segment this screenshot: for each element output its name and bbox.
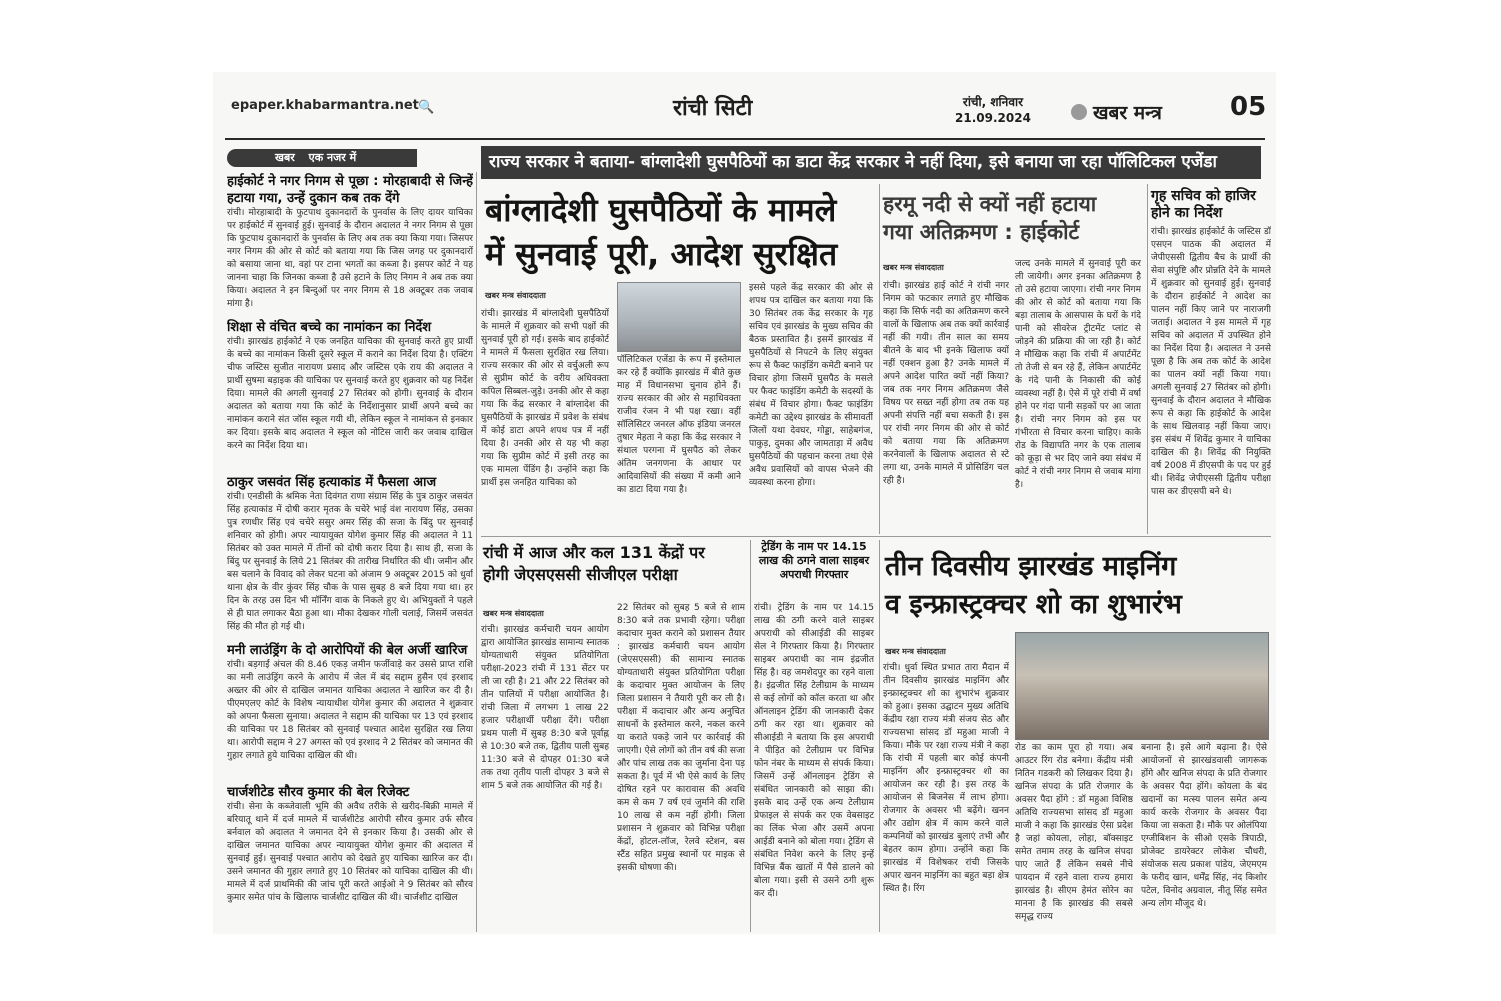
at-a-glance-tag — [227, 149, 417, 167]
brief-body: रांची। एनडीसी के श्रमिक नेता दिवंगत राणा संग्राम सिंह के पुत्र ठाकुर जसवंत सिंह हत्याकांड में दोषी करार मृतक के चचेरे भाई वंश नारायण सिंह, उसका पुत्र रणधीर सिंह एवं चचेरे ससुर अमर सिंह की सजा के बिंदु पर सुनवाई शनिवार को होगी। अपर न्यायायुक्त योगेश कुमार सिंह की अदालत ने 11 सितंबर को उक्त मामले में तीनों को दोषी करार दिया है। साथ ही, सजा के बिंदु पर सुनवाई के लिये 21 सितंबर की तारीख निर्धारित की थी। जमीन और बस चलाने के विवाद को लेकर घटना को अंजाम 9 अक्टूबर 2015 को धुर्वा थाना क्षेत्र के वीर कुंवर सिंह चौक के पास सुबह 8 बजे दिया गया था। हर दिन के तरह उस दिन भी मॉर्निंग वाक के निकले हुए थे। अभियुक्तों ने पहले से ही घात लगाकर बैठा हुआ था। मौका देखकर गोली चलाई, जिसमें जसवंत सिंह की मौत हो गई थी। — [227, 492, 473, 632]
mining-headline-line2: व इन्फ्रास्ट्रक्चर शो का शुभारंभ — [885, 589, 1182, 620]
mining-headline — [885, 548, 1265, 624]
column-divider — [750, 540, 751, 932]
epaper-url[interactable]: epaper.khabarmantra.net — [231, 98, 419, 113]
exam-headline-line2: होगी जेएसएससी सीजीएल परीक्षा — [483, 565, 678, 584]
header-rule — [225, 138, 1265, 140]
harmu-headline-line2: गया अतिक्रमण : हाईकोर्ट — [883, 220, 1080, 244]
home-secretary-headline: गृह सचिव को हाजिर होने का निर्देश — [1151, 188, 1256, 221]
brief-headline: शिक्षा से वंचित बच्चे का नामांकन का निर्देश — [227, 320, 432, 335]
brief-item — [227, 173, 473, 311]
brief-body: रांची। झारखंड हाईकोर्ट ने एक जनहित याचिका की सुनवाई करते हुए प्रार्थी के बच्चे का नामांकन किसी दूसरे स्कूल में कराने का निर्देश दिया है। एक्टिंग चीफ जस्टिस सुजीत नारायण प्रसाद और जस्टिस एके राय की अदालत ने प्रार्थी सुषमा बड़ाइक की याचिका पर सुनवाई करते हुए शुक्रवार को यह निर्देश दिया। मामले की अगली सुनवाई 27 सितंबर को होगी। सुनवाई के दौरान अदालत को बताया गया कि कोर्ट के निर्देशानुसार प्रार्थी अपने बच्चे का नामांकन कराने संत जॉस स्कूल गयी थी, लेकिन स्कूल ने नामांकन से इनकार कर दिया। इसके बाद अदालत ने स्कूल को नोटिस जारी कर जवाब दाखिल करने का निर्देश दिया था। — [227, 337, 473, 451]
harmu-headline — [883, 190, 1143, 246]
mining-headline-line1: तीन दिवसीय झारखंड माइनिंग — [885, 551, 1177, 582]
mining-column-1: रांची। धुर्वा स्थित प्रभात तारा मैदान में तीन दिवसीय झारखंड माइनिंग और इन्फ्रास्ट्रक्चर शो का शुभारंभ शुक्रवार को हुआ। इसका उद्घाटन मुख्य अतिथि केंद्रीय रक्षा राज्य मंत्री संजय सेठ और राज्यसभा सांसद डॉ महुआ माजी ने किया। मौके पर रक्षा राज्य मंत्री ने कहा कि रांची में पहली बार कोई कंपनी माइनिंग और इन्फ्रास्ट्रक्चर शो का आयोजन कर रही है। इस तरह के आयोजन से बिजनेस में लाभ होगा। रोजगार के अवसर भी बढ़ेंगे। खनन और उद्योग क्षेत्र में काम करने वाले कम्पनियों को झारखंड बुलाएं तभी और बेहतर काम होगा। उन्होंने कहा कि झारखंड में विशेषकर रांची जिसके अपार खनन माइनिंग का बहुत बड़ा क्षेत्र स्थित है। रिंग — [883, 663, 1009, 894]
dateline-place: रांची, शनिवार — [962, 95, 1024, 109]
top-banner-strip: राज्य सरकार ने बताया- बांग्लादेशी घुसपैठियों का डाटा केंद्र सरकार ने नहीं दिया, इसे बनाया जा रहा पॉलिटिकल एजेंडा — [481, 146, 1261, 179]
brand-logo-icon — [1071, 104, 1087, 120]
lead-headline-line1: बांग्लादेशी घुसपैठियों के मामले — [485, 191, 837, 229]
mining-column-3: बनाना है। इसे आगे बढ़ाना है। ऐसे आयोजनों से झारखंडवासी जागरूक होंगे और खनिज संपदा के प्रति रोजगार के अवसर पैदा होंगे। कोयला के बंद खदानों का मत्स्य पालन समेत अन्य कार्य करके रोजगार के अवसर पैदा किया जा सकता है। मौके पर ओलंपिया एग्जीबिशन के सीओ एसके त्रिपाठी, प्रोजेक्ट डायरेक्टर लोकेश चौधरी, संयोजक सत्य प्रकाश पांडेय, जेएमएम के फरीद खान, धर्मेंद्र सिंह, नंद किशोर पटेल, विनोद अग्रवाल, नीतू सिंह समेत अन्य लोग मौजूद थे। — [1141, 743, 1267, 909]
exam-byline: खबर मन्त्र संवाददाता — [483, 609, 544, 618]
brief-body: रांची। सेना के कब्जेवाली भूमि की अवैध तरीके से खरीद-बिक्री मामले में बरियातू थाने में दर्ज मामले में चार्जशीटेड आरोपी सौरव कुमार उर्फ सौरव बर्नवाल को अदालत ने जमानत देने से इनकार किया है। उसकी ओर से दाखिल जमानत याचिका अपर न्यायायुक्त योगेश कुमार की अदालत में सुनवाई हुई। सुनवाई पश्चात आरोप को देखते हुए याचिका खारिज कर दी। उसने जमानत की गुहार लगाते हुए 10 सितंबर को याचिका दाखिल की थी। मामले में दर्ज प्राथमिकी की जांच पूरी करते आईओ ने 9 सितंबर को सौरव कुमार समेत पांच के खिलाफ चार्जशीट दाखिल की थी। चार्जशीट दाखिल — [227, 802, 473, 903]
column-divider — [879, 184, 880, 534]
mining-column-2: रोड का काम पूरा हो गया। अब आउटर रिंग रोड बनेगा। केंद्रीय मंत्री नितिन गडकरी को लिखकर दिया है। खनिज संपदा के प्रति रोजगार के अवसर पैदा होंगे : डॉ महुआ विशिष्ठ अतिथि राज्यसभा सांसद डॉ महुआ माजी ने कहा कि झारखंड ऐसा प्रदेश है जहां कोयला, लोहा, बॉक्साइट समेत तमाम तरह के खनिज संपदा पाए जाते हैं लेकिन सबसे नीचे पायदान में रहने वाला राज्य हमारा झारखंड है। सीएम हेमंत सोरेन का मानना है कि झारखंड की सबसे समृद्ध राज्य — [1015, 743, 1133, 922]
harmu-byline: खबर मन्त्र संवाददाता — [883, 263, 944, 272]
lead-column-2: पॉलिटिकल एजेंडा के रूप में इस्तेमाल कर रहे हैं क्योंकि झारखंड में बीते कुछ माह में विधानसभा चुनाव होने हैं। राज्य सरकार की ओर से महाधिवक्ता राजीव रंजन ने भी पक्ष रखा। वहीं सॉलिसिटर जनरल ऑफ इंडिया जनरल तुषार मेहता ने कहा कि केंद्र सरकार ने संथाल परगना में घुसपैठ को लेकर अंतिम जनगणना के आधार पर आदिवासियों की संख्या में कमी आने का डाटा दिया गया है। — [617, 355, 741, 495]
trading-fraud-headline: ट्रेडिंग के नाम पर 14.15 लाख की ठगने वाला साइबर अपराधी गिरफ्तार — [758, 540, 870, 581]
lead-column-1: रांची। झारखंड में बांग्लादेशी घुसपैठियों के मामले में शुक्रवार को सभी पक्षों की सुनवाई पूरी हो गई। इसके बाद हाईकोर्ट ने मामले में फैसला सुरक्षित रख लिया। राज्य सरकार की ओर से वर्चुअली रूप से सुप्रीम कोर्ट के वरीय अधिवक्ता कपिल सिब्बल-जुड़े। उनकी ओर से कहा गया कि केंद्र सरकार ने बांग्लादेश की घुसपैठियों के झारखंड में प्रवेश के संबंध में कोई डाटा अपने शपथ पत्र में नहीं दिया है। उनकी ओर से यह भी कहा गया कि सुप्रीम कोर्ट में इसी तरह का एक मामला पेंडिंग है। उन्होंने कहा कि प्रार्थी इस जनहित याचिका को — [481, 309, 609, 488]
lead-column-3: इससे पहले केंद्र सरकार की ओर से शपथ पत्र दाखिल कर बताया गया कि 30 सितंबर तक केंद्र सरकार के गृह सचिव एवं झारखंड के मुख्य सचिव की बैठक प्रस्तावित है। इसमें झारखंड में घुसपैठियों से निपटने के लिए संयुक्त रूप से फैक्ट फाइंडिंग कमेटी बनाने पर विचार होगा जिसमें घुसपैठ के मसले पर फैक्ट फाइंडिंग कमेटी के सदस्यों के संबंध में विचार होगा। फैक्ट फाइंडिंग कमेटी का उद्देश्य झारखंड के सीमावर्ती जिलों यथा देवघर, गोड्डा, साहेबगंज, पाकुड़, दुमका और जामताड़ा में अवैध घुसपैठियों की पहचान करना तथा ऐसे अवैध प्रवासियों को वापस भेजने की व्यवस्था करना होगा। — [749, 283, 873, 488]
brief-item — [227, 642, 473, 776]
brief-headline: चार्जशीटेड सौरव कुमार की बेल रिजेक्ट — [227, 785, 410, 800]
brand-name: खबर मन्त्र — [1093, 102, 1162, 124]
court-building-photo — [617, 282, 741, 352]
lead-headline-line2: में सुनवाई पूरी, आदेश सुरक्षित — [485, 235, 838, 273]
trading-fraud-body: रांची। ट्रेडिंग के नाम पर 14.15 लाख की ठगी करने वाले साइबर अपराधी को सीआईडी की साइबर सेल ने गिरफ्तार किया है। गिरफ्तार साइबर अपराधी का नाम इंद्रजीत सिंह है। वह जमशेदपुर का रहने वाला है। इंद्रजीत सिंह टेलीग्राम के माध्यम से कई लोगों को कॉल करता था और ऑनलाइन ट्रेडिंग की जानकारी देकर ठगी कर रहा था। शुक्रवार को सीआईडी ने बताया कि इस अपराधी ने पीड़ित को टेलीग्राम पर विभिन्न फोन नंबर के माध्यम से संपर्क किया। जिसमें उन्हें ऑनलाइन ट्रेडिंग से संबंधित जानकारी को साझा की। इसके बाद उन्हें एक अन्य टेलीग्राम प्रेफाइल से संपर्क कर एक वेबसाइट का लिंक भेजा और उसमें अपना आईडी बनाने को बोला गया। ट्रेडिंग से संबंधित निवेश करने के लिए इन्हें विभिन्न बैंक खातों में पैसे डालने को बोला गया। इसी से उसने ठगी शुरू कर दी। — [754, 603, 874, 899]
brief-item — [227, 319, 473, 466]
page-number: 05 — [1230, 92, 1267, 122]
column-divider — [879, 540, 880, 932]
brief-headline: हाईकोर्ट ने नगर निगम से पूछा : मोरहाबादी से जिन्हें हटाया गया, उन्हें दुकान कब तक देंगे — [227, 174, 473, 206]
newspaper-page — [213, 72, 1276, 934]
inauguration-photo — [1015, 632, 1269, 740]
harmu-headline-line1: हरमू नदी से क्यों नहीं हटाया — [883, 192, 1097, 216]
section-title: रांची सिटी — [673, 96, 753, 121]
column-divider — [476, 172, 477, 932]
lead-byline: खबर मन्त्र संवाददाता — [485, 291, 546, 300]
magnifier-icon: 🔍 — [418, 100, 435, 115]
exam-column-1: रांची। झारखंड कर्मचारी चयन आयोग द्वारा आयोजित झारखंड सामान्य स्नातक योग्यताधारी संयुक्त प्रतियोगिता परीक्षा-2023 रांची में 131 सेंटर पर ली जा रही है। 21 और 22 सितंबर को तीन पालियों में परीक्षा आयोजित है। रांची जिला में लगभग 1 लाख 22 हजार परीक्षार्थी परीक्षा देंगे। परीक्षा प्रथम पाली में सुबह 8:30 बजे पूर्वाह्न से 10:30 बजे तक, द्वितीय पाली सुबह 11:30 बजे से दोपहर 01:30 बजे तक तथा तृतीय पाली दोपहर 3 बजे से शाम 5 बजे तक आयोजित की गई है। — [481, 625, 609, 791]
brief-item — [227, 784, 473, 918]
brief-body: रांची। मोरहाबादी के फुटपाथ दुकानदारों के पुनर्वास के लिए दायर याचिका पर हाईकोर्ट में सुनवाई हुई। सुनवाई के दौरान अदालत ने नगर निगम से पूछा कि फुटपाथ दुकानदारों के पुनर्वास के लिए अब तक क्या किया गया। जिसपर नगर निगम की ओर से कोर्ट को बताया गया कि जिस जगह पर दुकानदारों को बसाया जाना था, वहां पर टाना भगतों का कब्जा है। इसपर कोर्ट ने यह जानना चाहा कि जिनका कब्जा है उसे हटाने के लिए निगम ने अब तक क्या किया। अदालत ने इन बिन्दुओं पर नगर निगम से 18 अक्टूबर तक जवाब मांगा है। — [227, 208, 473, 309]
harmu-column-2: जल्द उनके मामले में सुनवाई पूरी कर ली जायेगी। अगर इनका अतिक्रमण है तो उसे हटाया जाएगा। रांची नगर निगम की ओर से कोर्ट को बताया गया कि बड़ा तालाब के आसपास के घरों के गंदे पानी को सीवरेज ट्रीटमेंट प्लांट से जोड़ने की प्रक्रिया की जा रही है। कोर्ट ने मौखिक कहा कि रांची में अपार्टमेंट तो तेजी से बन रहे हैं, लेकिन अपार्टमेंट के गंदे पानी के निकासी की कोई व्यवस्था नहीं है। ऐसे में पूरे रांची में वर्षा होने पर गंदा पानी सड़कों पर आ जाता है। रांची नगर निगम को इस पर गंभीरता से विचार करना चाहिए। काके रोड के विद्यापति नगर के एक तालाब को कूड़ा से भर दिए जाने क्या संबंध में कोर्ट ने रांची नगर निगम से जवाब मांगा है। — [1015, 259, 1141, 490]
brief-headline: मनी लाउंड्रिंग के दो आरोपियों की बेल अर्जी खारिज — [227, 643, 468, 658]
brief-headline: ठाकुर जसवंत सिंह हत्याकांड में फैसला आज — [227, 475, 437, 490]
exam-headline — [483, 542, 753, 586]
brief-body: रांची। बड़गाईं अंचल की 8.46 एकड़ जमीन फर्जीवाड़े कर उससे प्राप्त राशि का मनी लाउंड्रिंग करने के आरोप में जेल में बंद सद्दाम हुसैन एवं इरशाद अख्तर की ओर से दाखिल जमानत याचिका अदालत ने खारिज कर दी है। पीएमएलए कोर्ट के विशेष न्यायाधीश योगेश कुमार की अदालत ने शुक्रवार को अपना फैसला सुनाया। अदालत ने सद्दाम की याचिका पर 13 एवं इरशाद की याचिका पर 18 सितंबर को सुनवाई पश्चात आदेश सुरक्षित रख लिया था। आरोपी सद्दाम ने 27 अगस्त को एवं इरशाद ने 2 सितंबर को जमानत की गुहार लगाते हुये याचिका दाखिल की थी। — [227, 660, 473, 761]
lead-headline — [485, 188, 875, 276]
glance-label-khabar: खबर — [275, 151, 295, 164]
briefs-column — [227, 173, 473, 931]
harmu-column-1: रांची। झारखंड हाई कोर्ट ने रांची नगर निगम को फटकार लगाते हुए मौखिक कहा कि सिर्फ नदी का अतिक्रमण करने वालों के खिलाफ अब तक क्यों कार्रवाई नहीं की गयी। तीन साल का समय बीतने के बाद भी इनके खिलाफ क्यों नहीं एक्शन हुआ है? उनके मामले में अपने आदेश पारित क्यों नहीं किया? जब तक नगर निगम अतिक्रमण जैसे विषय पर सख्त नहीं होगा तब तक यह अपनी संपत्ति नहीं बचा सकती है। इस पर रांची नगर निगम की ओर से कोर्ट को बताया गया कि अतिक्रमण करनेवालों के खिलाफ अदालत से स्टे लगा था, उनके मामले में प्रोसिडिंग चल रही है। — [883, 281, 1009, 486]
exam-headline-line1: रांची में आज और कल 131 केंद्रों पर — [483, 543, 705, 562]
horizontal-divider — [481, 536, 1271, 537]
dateline-date: 21.09.2024 — [955, 111, 1031, 125]
brief-item — [227, 474, 473, 634]
exam-column-2: 22 सितंबर को सुबह 5 बजे से शाम 8:30 बजे तक प्रभावी रहेगा। परीक्षा कदाचार मुक्त कराने को प्रशासन तैयार : झारखंड कर्मचारी चयन आयोग (जेएसएससी) की सामान्य स्नातक योग्यताधारी संयुक्त प्रतियोगिता परीक्षा के कदाचार मुक्त आयोजन के लिए जिला प्रशासन ने तैयारी पूरी कर ली है। परीक्षा में कदाचार और अन्य अनुचित साधनों के इस्तेमाल करने, नकल करने या कराते पकड़े जाने पर कार्रवाई की जाएगी। ऐसे लोगों को तीन वर्ष की सजा और पांच लाख तक का जुर्माना देना पड़ सकता है। पूर्व में भी ऐसे कार्य के लिए दोषित रहने पर कारावास की अवधि कम से कम 7 वर्ष एवं जुर्माने की राशि 10 लाख से कम नहीं होगी। जिला प्रशासन ने शुक्रवार को विभिन्न परीक्षा केंद्रों, होटल-लॉज, रेलवे स्टेशन, बस स्टैंड सहित प्रमुख स्थानों पर माइक से इसकी घोषणा की। — [617, 603, 745, 873]
glance-label-ek-nazar: एक नजर में — [308, 151, 357, 164]
home-secretary-body: रांची। झारखंड हाईकोर्ट के जस्टिस डॉ एसएन पाठक की अदालत में जेपीएससी द्वितीय बैच के प्रार्थी की सेवा संपुष्टि और प्रोन्नति देने के मामले में शुक्रवार को सुनवाई हुई। सुनवाई के दौरान हाईकोर्ट ने आदेश का पालन नहीं किए जाने पर नाराजगी जताई। अदालत ने इस मामले में गृह सचिव को अदालत में उपस्थित होने का निर्देश दिया है। अदालत ने उनसे पूछा है कि अब तक कोर्ट के आदेश का पालन क्यों नहीं किया गया। अगली सुनवाई 27 सितंबर को होगी। सुनवाई के दौरान अदालत ने मौखिक रूप से कहा कि हाईकोर्ट के आदेश के साथ खिलवाड़ नहीं किया जाए। इस संबंध में शिवेंद्र कुमार ने याचिका दाखिल की है। शिवेंद्र की नियुक्ति वर्ष 2008 में डीएसपी के पद पर हुई थी। शिवेंद्र जेपीएससी द्वितीय परीक्षा पास कर डीएसपी बने थे। — [1151, 227, 1271, 497]
mining-byline: खबर मन्त्र संवाददाता — [885, 647, 946, 656]
column-divider — [1147, 184, 1148, 534]
dateline — [955, 94, 1031, 126]
